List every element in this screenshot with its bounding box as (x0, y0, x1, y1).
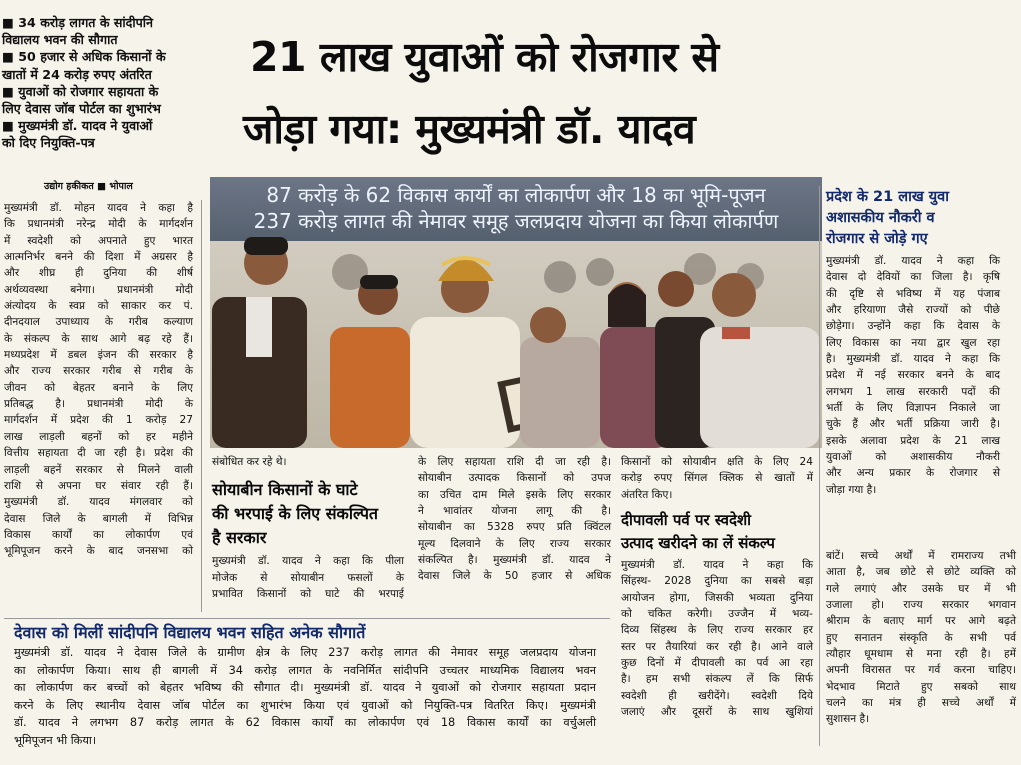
highlights-box (2, 14, 216, 152)
col1-line-1: मुख्यमंत्री डॉ. मोहन यादव ने कहा है (4, 202, 193, 214)
bottom-line-4: करने के लिए स्थानीय देवास जॉब पोर्टल का शुभारंभ किया एवं युवाओं को नियुक्ति-पत्र वितरित किए। मुख्यमंत्री (14, 698, 596, 712)
col5-line-14: और अन्य प्रकार के रोजगार से (826, 467, 1000, 480)
highlight-3a: ■ युवाओं को रोजगार सहायता के (2, 83, 159, 99)
col1-line-11: और राज्य सरकार गरीब से गरीब के (4, 365, 193, 378)
col5b-line-9: भेदभाव मिटाते हुए सबको साथ (826, 680, 1016, 693)
col5b-line-1: बांटें। सच्चे अर्थों में रामराज्य तभी (826, 550, 1016, 562)
column-5-lower (826, 548, 1016, 728)
col3-line-3: का उचित दाम मिले इसके लिए सरकार (418, 488, 611, 501)
col1-line-19: मुख्यमंत्री डॉ. यादव मंगलवार को (4, 496, 193, 509)
col4-line-9: स्वदेशी ही खरीदेंगे। स्वदेशी दिये (621, 689, 813, 702)
bottom-line-5: डॉ. यादव ने लगभग 87 करोड़ लागत के 62 विकास कार्यों का लोकार्पण एवं 18 विकास कार्यों का वर्चुअली (14, 716, 596, 730)
highlight-4b: को दिए नियुक्ति-पत्र (2, 135, 95, 151)
col1-line-15: लाख लाड़ली बहनों को हर महीने (4, 430, 193, 443)
col1-line-2: कि प्रधानमंत्री नरेन्द्र मोदी के मार्गदर्शन (4, 218, 193, 231)
col3-line-2: सोयाबीन उत्पादक किसानों को उपज (418, 472, 611, 485)
col5-line-7: है। मुख्यमंत्री डॉ. यादव ने कहा कि (826, 353, 1000, 366)
col1-line-6: अर्थव्यवस्था बनेगा। प्रधानमंत्री मोदी (4, 283, 193, 296)
col4-line-8: है। हम सभी संकल्प लें कि सिर्फ (621, 673, 813, 686)
col4-top-2: करोड़ रुपए सिंगल क्लिक से खातों में (621, 472, 813, 485)
column-4 (621, 454, 813, 720)
col1-line-5: और शीघ्र ही दुनिया की शीर्ष (4, 267, 193, 280)
col5-heading-2: अशासकीय नौकरी व (826, 210, 935, 226)
col5-line-11: चुके हैं और भर्ती प्रक्रिया जारी है। (826, 418, 1000, 431)
col3-line-7: संकल्पित है। मुख्यमंत्री डॉ. यादव ने (418, 554, 611, 567)
bottom-line-6: भूमिपूजन भी किया। (14, 733, 97, 747)
col2-heading-2: की भरपाई के लिए संकल्पित (212, 504, 379, 524)
col5-line-10: भर्ती के लिए विज्ञापन निकाले जा (826, 402, 1000, 415)
col2-heading-1: सोयाबीन किसानों के घाटे (212, 480, 358, 500)
bottom-line-3: का लोकार्पण कर बच्चों को बेहतर भविष्य की सौगात दी। मुख्यमंत्री डॉ. यादव ने युवाओं को रोजगार सहायता प्रदान (14, 681, 596, 695)
column-2 (212, 454, 404, 602)
col2-line-3: प्रभावित किसानों को घाटे की भरपाई (212, 588, 404, 601)
col1-line-17: लाड़ली बहनें सरकार से मिलने वाली (4, 463, 193, 476)
col2-line-1: मुख्यमंत्री डॉ. यादव ने कहा कि पीला (212, 555, 404, 568)
bottom-heading: देवास को मिलीं सांदीपनि विद्यालय भवन सहित अनेक सौगातें (14, 623, 366, 642)
col4-line-6: स्तर पर तैयारियां कर रही है। आने वाले (621, 640, 813, 653)
col5-line-1: मुख्यमंत्री डॉ. यादव ने कहा कि (826, 255, 1000, 267)
col5b-line-10: चलने का मंत्र ही सच्चे अर्थों में (826, 697, 1016, 710)
col3-line-4: ने भावांतर योजना लागू की है। (418, 505, 611, 518)
col3-line-1: के लिए सहायता राशि दी जा रही है। (418, 456, 611, 468)
col1-line-10: मध्यप्रदेश में डबल इंजन की सरकार है (4, 349, 193, 362)
col5-line-13: युवाओं को अशासकीय नौकरी (826, 451, 1000, 464)
col1-line-7: अंत्योदय के स्वप्न को साकार कर पं. (4, 300, 193, 313)
col5b-line-6: हुए सनातन संस्कृति के सभी पर्व (826, 631, 1016, 644)
col4-line-7: कुछ दिनों में दीपावली का पर्व आ रहा (621, 657, 813, 670)
highlight-2a: ■ 50 हजार से अधिक किसानों के (2, 49, 166, 65)
col3-line-6: मूल्य दिलवाने के लिए राज्य सरकार (418, 537, 611, 550)
col1-line-13: प्रतिबद्ध है। प्रधानमंत्री मोदी के (4, 398, 193, 411)
column-5 (826, 187, 1016, 498)
col1-line-16: वित्तीय सहायता दी जा रही है। प्रदेश की (4, 447, 193, 460)
col5-line-2: देवास दो देवियों का जिला है। कृषि (826, 271, 1000, 284)
subhead-line-2: 237 करोड़ लागत की नेमावर समूह जलप्रदाय योजना का किया लोकार्पण (253, 209, 779, 233)
col1-line-3: में स्वदेशी को अपनाते हुए भारत (4, 234, 193, 247)
col3-line-8: देवास जिले के 50 हजार से अधिक (418, 570, 611, 583)
col4-line-1: मुख्यमंत्री डॉ. यादव ने कहा कि (621, 559, 813, 572)
col1-line-21: विकास कार्यों का लोकार्पण एवं (4, 528, 193, 541)
bottom-line-1: मुख्यमंत्री डॉ. यादव ने देवास जिले के ग्रामीण क्षेत्र के लिए 237 करोड़ लागत की नेमावर समूह जलप्रदाय योजना (14, 646, 596, 659)
col4-line-4: को चकित करेगी। उज्जैन में भव्य- (621, 608, 813, 621)
bottom-body (14, 644, 596, 750)
col4-line-2: सिंहस्थ- 2028 दुनिया का सबसे बड़ा (621, 575, 813, 588)
col4-heading-1: दीपावली पर्व पर स्वदेशी (621, 511, 752, 530)
col5b-line-5: श्रीराम के बताए मार्ग पर आगे बढ़ते (826, 615, 1016, 628)
divider-right (819, 186, 820, 746)
col4-heading-2: उत्पाद खरीदने का लें संकल्प (621, 534, 775, 553)
col5-line-8: प्रदेश में नई सरकार बनने के बाद (826, 369, 1000, 382)
col5-line-4: और हरियाणा जैसे राज्यों को पीछे (826, 304, 1000, 317)
col2-heading-3: है सरकार (212, 528, 267, 548)
col5-line-15: जोड़ा गया है। (826, 483, 877, 496)
col5-line-5: छोड़ेगा। उन्होंने कहा कि देवास के (826, 320, 1000, 333)
highlight-2b: खातों में 24 करोड़ रुपए अंतरित (2, 66, 152, 82)
col4-line-3: आयोजन होगा, जिसकी भव्यता दुनिया (621, 591, 813, 604)
col1-line-18: राशि से अपना घर संवार रही हैं। (4, 479, 193, 492)
bottom-story (6, 622, 610, 750)
column-3 (418, 454, 611, 585)
col1-line-12: जीवन को बेहतर बनाने के लिए (4, 381, 193, 394)
col3-line-5: सोयाबीन का 5328 रुपए प्रति क्विंटल (418, 521, 611, 534)
col5b-line-2: आता है, जब छोटे से छोटे व्यक्ति को (826, 566, 1016, 579)
bottom-line-2: का लोकार्पण किया। साथ ही बागली में 34 करोड़ लागत के नवनिर्मित सांदीपनि उच्चतर माध्यमिक विद्यालय भवन (14, 663, 596, 677)
col5-line-6: लिए विकास का नया द्वार खुल रहा (826, 336, 1000, 349)
highlight-1b: विद्यालय भवन की सौगात (2, 32, 118, 48)
col1-line-4: आत्मनिर्भर बनने की दिशा में अग्रसर है (4, 251, 193, 264)
col1-line-22: भूमिपूजन करने के बाद जनसभा को (4, 545, 193, 558)
col4-top-3: अंतरित किए। (621, 488, 673, 501)
headline-line-2: जोड़ा गया: मुख्यमंत्री डॉ. यादव (243, 105, 696, 153)
col1-line-9: के संकल्प के साथ आगे बढ़ रहे हैं। (4, 332, 193, 345)
col2-top: संबोधित कर रहे थे। (212, 456, 287, 468)
col4-line-10: जलाएं और दूसरों के साथ खुशियां (621, 706, 813, 719)
col1-line-20: देवास जिले के बागली में विभिन्न (4, 512, 193, 525)
news-photo (210, 177, 822, 448)
col1-line-8: दीनदयाल उपाध्याय के गरीब कल्याण (4, 316, 193, 329)
col5b-line-8: अपनी विरासत पर गर्व करना चाहिए। (826, 664, 1016, 677)
divider-bottom-story (4, 618, 610, 619)
col2-line-2: मोजेक से सोयाबीन फसलों के (212, 571, 404, 584)
headline-line-1: 21 लाख युवाओं को रोजगार से (250, 33, 719, 81)
col5b-line-4: उजाला हो। राज्य सरकार भगवान (826, 599, 1016, 612)
col5-line-9: लगभग 1 लाख सरकारी पदों की (826, 385, 1000, 398)
col5-body (826, 253, 1000, 498)
subhead-line-1: 87 करोड़ के 62 विकास कार्यों का लोकार्पण और 18 का भूमि-पूजन (266, 183, 766, 207)
highlight-4a: ■ मुख्यमंत्री डॉ. यादव ने युवाओं (2, 118, 153, 134)
highlight-1a: ■ 34 करोड़ लागत के सांदीपनि (2, 15, 154, 30)
column-1 (4, 200, 193, 560)
col4-line-5: दिव्य सिंहस्थ के लिए राज्य सरकार हर (621, 624, 813, 637)
col5b-line-7: त्यौहार धूमधाम से मना रही है। हमें (826, 648, 1016, 661)
divider-left (201, 200, 202, 612)
col5-line-12: इसके अलावा प्रदेश के 21 लाख (826, 434, 1000, 447)
col1-line-14: मार्गदर्शन में प्रदेश की 1 करोड़ 27 (4, 414, 193, 427)
col5b-line-3: गले लगाएं और उसके घर में भी (826, 582, 1016, 595)
col5-line-3: की दृष्टि से भविष्य में यह पंजाब (826, 287, 1000, 300)
byline: उद्योग हकीकत ■ भोपाल (44, 181, 133, 192)
col4-top-1: किसानों को सोयाबीन क्षति के लिए 24 (621, 456, 813, 468)
highlight-3b: लिए देवास जॉब पोर्टल का शुभारंभ (2, 101, 161, 117)
col5b-line-11: सुशासन है। (826, 713, 870, 726)
col5-heading-3: रोजगार से जोड़े गए (826, 231, 928, 247)
col5-heading-1: प्रदेश के 21 लाख युवा (826, 189, 949, 205)
